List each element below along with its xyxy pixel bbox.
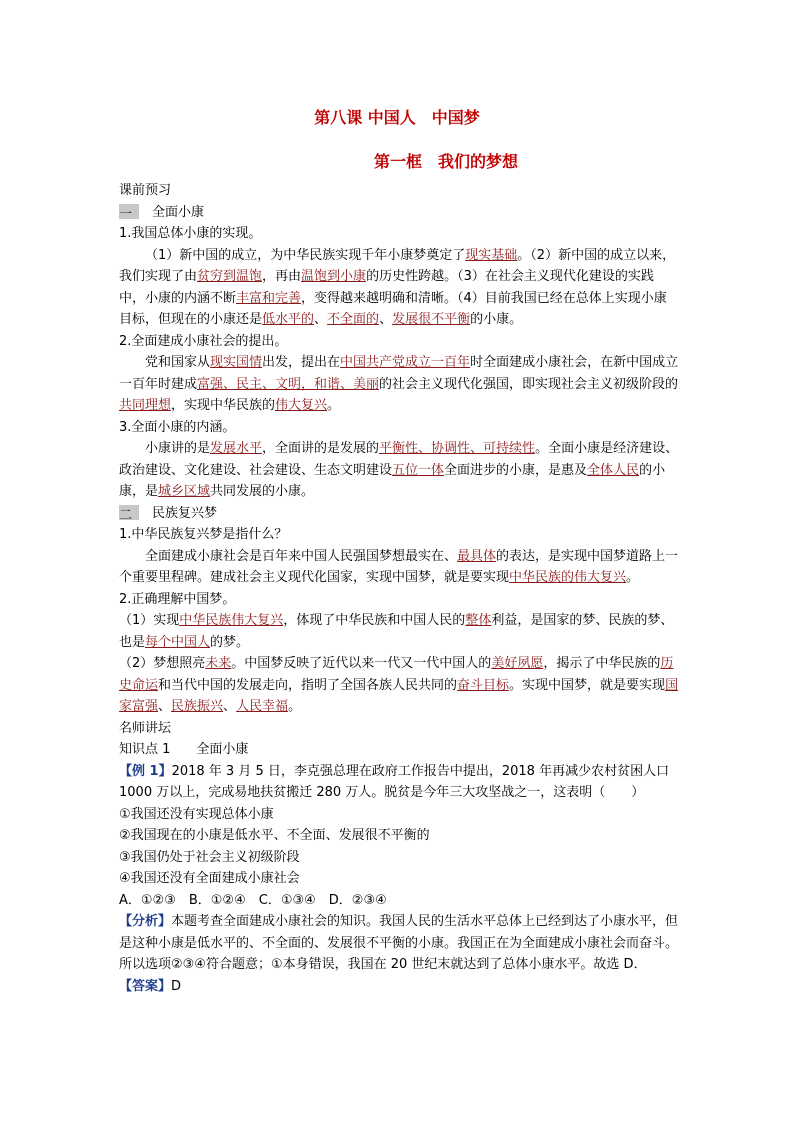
answer-choices: A．①②③ B．①②④ C．①③④ D．②③④: [119, 892, 387, 908]
question-1-3: 3.全面小康的内涵。: [119, 419, 236, 435]
analysis: 【分析】本题考查全面建成小康社会的知识。我国人民的生活水平总体上已经到达了小康水平，但是这种小康是低水平的、不全面的、发展很不平衡的小康。我国正在为全面建成小康社会而奋斗。所以选项②③④符合题意；①本身错误，我国在 20 世纪末就达到了总体小康水平。故选 D．: [119, 914, 679, 972]
paragraph-2-2: （1）实现中华民族伟大复兴，体现了中华民族和中国人民的整体利益，是国家的梦、民族的梦、也是每个中国人的梦。: [119, 613, 674, 650]
option-2: ②我国现在的小康是低水平、不全面、发展很不平衡的: [119, 828, 430, 843]
section-heading-2: 二 民族复兴梦: [119, 505, 218, 523]
example-tag: 【例 1】: [119, 763, 172, 779]
analysis-tag: 【分析】: [119, 914, 172, 929]
paragraph-2-3: （2）梦想照亮未来。中国梦反映了近代以来一代又一代中国人的美好夙愿，揭示了中华民族的历史命运和当代中国的发展走向，指明了全国各族人民共同的奋斗目标。实现中国梦，就是要实现国家富强、民族振兴、人民幸福。: [119, 656, 679, 714]
section-number-2: 二: [119, 505, 139, 520]
preview-heading: 课前预习: [119, 183, 172, 198]
content: [119, 180, 679, 997]
question-2-1: 1.中华民族复兴梦是指什么？: [119, 527, 288, 542]
section-title: 第一框 我们的梦想: [374, 152, 519, 171]
question-1-1: 1.我国总体小康的实现。: [119, 226, 262, 241]
lecture-heading: 名师讲坛: [119, 720, 172, 736]
option-1: ①我国还没有实现总体小康: [119, 806, 274, 822]
paragraph-1-1: （1）新中国的成立，为中华民族实现千年小康梦奠定了现实基础。（2）新中国的成立以来，我们实现了由贫穷到温饱，再由温饱到小康的历史性跨越。（3）在社会主义现代化建设的实践中，小康的内涵不断丰富和完善，变得越来越明确和清晰。（4）目前我国已经在总体上实现小康目标，但现在的小康还是低水平的、不全面的、发展很不平衡的小康。: [119, 247, 676, 327]
section-number-1: 一: [119, 204, 139, 219]
knowledge-point: 知识点 1 全面小康: [119, 742, 249, 757]
paragraph-2-1: 全面建成小康社会是百年来中国人民强国梦想最实在、最具体的表达，是实现中国梦道路上一个重要里程碑。建成社会主义现代化国家，实现中国梦，就是要实现中华民族的伟大复兴。: [119, 548, 679, 585]
paragraph-1-2: 党和国家从现实国情出发，提出在中国共产党成立一百年时全面建成小康社会，在新中国成立一百年时建成富强、民主、文明，和谐、美丽的社会主义现代化强国，即实现社会主义初级阶段的共同理想，实现中华民族的伟大复兴。: [119, 355, 679, 413]
question-1-2: 2.全面建成小康社会的提出。: [119, 333, 288, 349]
answer-tag: 【答案】: [119, 978, 172, 994]
option-4: ④我国还没有全面建成小康社会: [119, 871, 300, 886]
lesson-title: 第八课 中国人 中国梦: [314, 108, 480, 127]
example-stem: 【例 1】2018 年 3 月 5 日，李克强总理在政府工作报告中提出，2018 年再减少农村贫困人口 1000 万以上，完成易地扶贫搬迁 280 万人。脱贫是今年三大攻坚战之一，这表明（ ）: [119, 763, 670, 800]
section-heading-1: 一 全面小康: [119, 204, 205, 222]
paragraph-1-3: 小康讲的是发展水平，全面讲的是发展的平衡性、协调性、可持续性。全面小康是经济建设、政治建设、文化建设、社会建设、生态文明建设五位一体全面进步的小康，是惠及全体人民的小康，是城乡区域共同发展的小康。: [119, 441, 679, 499]
question-2-2: 2.正确理解中国梦。: [119, 591, 236, 607]
answer: 【答案】D: [119, 978, 182, 994]
option-3: ③我国仍处于社会主义初级阶段: [119, 849, 300, 865]
